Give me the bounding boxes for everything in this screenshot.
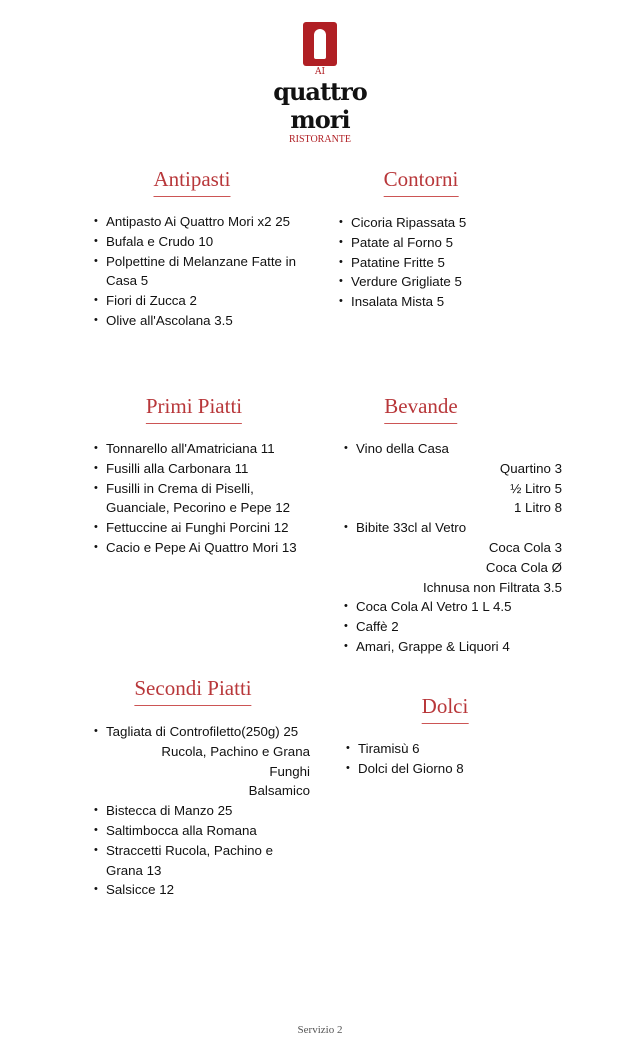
menu-sub-item: Funghi	[269, 763, 310, 779]
menu-item: • Polpettine di Melanzane Fatte in Casa 5	[94, 252, 299, 292]
menu-item: • Patate al Forno 5	[339, 233, 559, 253]
heading-contorni: Contorni	[384, 167, 459, 197]
menu-item: • Vino della Casa	[344, 439, 562, 459]
heading-secondi: Secondi Piatti	[134, 676, 251, 706]
contorni-list	[339, 213, 559, 312]
restaurant-logo	[245, 22, 395, 146]
menu-item: • Straccetti Rucola, Pachino e Grana 13	[94, 841, 310, 881]
menu-sub-item: Balsamico	[248, 783, 310, 799]
heading-bevande: Bevande	[384, 394, 457, 424]
dolci-list	[346, 739, 546, 779]
menu-item: • Dolci del Giorno 8	[346, 759, 546, 779]
page-footer: Servizio 2	[297, 1024, 343, 1036]
menu-item: • Caffè 2	[344, 617, 562, 637]
menu-item: • Amari, Grappe & Liquori 4	[344, 637, 562, 657]
menu-item: • Tonnarello all'Amatriciana 11	[94, 439, 312, 459]
menu-sub-item: Ichnusa non Filtrata 3.5	[423, 579, 562, 595]
menu-item: • Olive all'Ascolana 3.5	[94, 311, 299, 331]
antipasti-list	[94, 212, 299, 331]
bevande-list	[344, 439, 562, 657]
menu-sub-item: ½ Litro 5	[510, 480, 562, 496]
menu-item: • Bufala e Crudo 10	[94, 232, 299, 252]
menu-item: • Fiori di Zucca 2	[94, 291, 299, 311]
logo-ai: AI	[314, 67, 326, 77]
primi-list	[94, 439, 312, 558]
menu-item: • Cacio e Pepe Ai Quattro Mori 13	[94, 538, 312, 558]
menu-item: • Antipasto Ai Quattro Mori x2 25	[94, 212, 299, 232]
menu-item: • Saltimbocca alla Romana	[94, 821, 310, 841]
logo-emblem-icon	[303, 22, 337, 66]
menu-item: • Verdure Grigliate 5	[339, 272, 559, 292]
menu-item: • Tagliata di Controfiletto(250g) 25	[94, 722, 310, 742]
logo-name-line2: mori	[290, 105, 350, 134]
menu-sub-item: Quartino 3	[499, 460, 562, 476]
heading-antipasti: Antipasti	[154, 167, 231, 197]
menu-item: • Fettuccine ai Funghi Porcini 12	[94, 518, 312, 538]
menu-item: • Fusilli in Crema di Piselli, Guanciale, Pecorino e Pepe 12	[94, 479, 312, 519]
menu-sub-item: Coca Cola 3	[488, 539, 562, 555]
logo-name-line1: quattro	[273, 77, 367, 106]
menu-item: • Bistecca di Manzo 25	[94, 801, 310, 821]
menu-item: • Bibite 33cl al Vetro	[344, 518, 562, 538]
menu-item: • Fusilli alla Carbonara 11	[94, 459, 312, 479]
menu-sub-item: Coca Cola Ø	[485, 559, 562, 575]
menu-item: • Insalata Mista 5	[339, 292, 559, 312]
menu-item: • Coca Cola Al Vetro 1 L 4.5	[344, 597, 562, 617]
menu-item: • Cicoria Ripassata 5	[339, 213, 559, 233]
menu-sub-item: 1 Litro 8	[513, 500, 562, 516]
logo-subtitle: RISTORANTE	[288, 134, 352, 145]
heading-dolci: Dolci	[422, 694, 469, 724]
menu-item: • Salsicce 12	[94, 880, 310, 900]
menu-sub-item: Rucola, Pachino e Grana	[161, 743, 310, 759]
heading-primi: Primi Piatti	[146, 394, 242, 424]
menu-item: • Patatine Fritte 5	[339, 253, 559, 273]
menu-item: • Tiramisù 6	[346, 739, 546, 759]
secondi-list	[94, 722, 310, 900]
